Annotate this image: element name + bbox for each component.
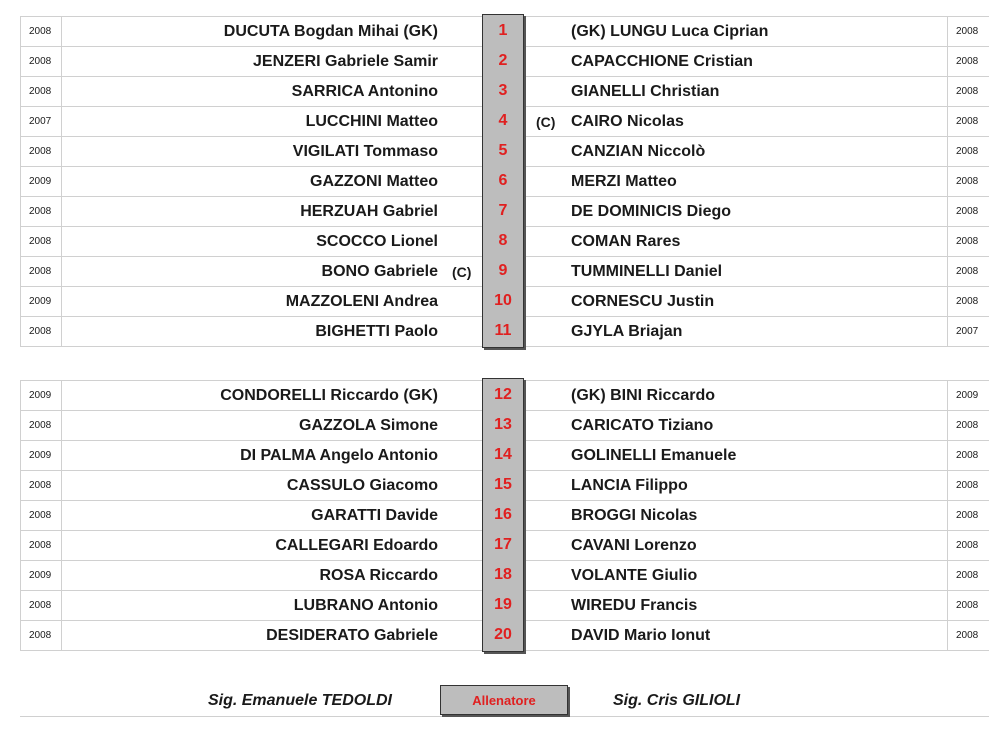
away-player-name: GJYLA Briajan <box>571 322 683 340</box>
away-player-name: CANZIAN Niccolò <box>571 142 706 160</box>
away-player-birth-year: 2008 <box>947 167 989 196</box>
away-player-name: COMAN Rares <box>571 232 681 250</box>
away-player-birth-year: 2008 <box>947 531 989 560</box>
home-player-birth-year: 2009 <box>20 167 62 196</box>
shirt-number: 12 <box>494 386 512 403</box>
home-player-birth-year: 2008 <box>20 257 62 286</box>
shirt-number: 6 <box>498 172 508 189</box>
home-player-name: CALLEGARI Edoardo <box>275 536 438 554</box>
away-player-birth-year: 2008 <box>947 621 989 650</box>
away-player-name: LANCIA Filippo <box>571 476 688 494</box>
away-player-birth-year: 2008 <box>947 257 989 286</box>
away-player-birth-year: 2008 <box>947 411 989 440</box>
home-player-name: SARRICA Antonino <box>291 82 438 100</box>
away-player-birth-year: 2008 <box>947 137 989 166</box>
home-player-birth-year: 2009 <box>20 381 62 410</box>
shirt-number: 15 <box>494 476 512 493</box>
away-player-birth-year: 2008 <box>947 227 989 256</box>
shirt-number: 16 <box>494 506 512 523</box>
home-player-name: BIGHETTI Paolo <box>315 322 438 340</box>
home-player-birth-year: 2007 <box>20 107 62 136</box>
shirt-number-column <box>482 14 524 348</box>
home-player-birth-year: 2008 <box>20 197 62 226</box>
away-player-birth-year: 2008 <box>947 287 989 316</box>
away-player-birth-year: 2008 <box>947 591 989 620</box>
coaches-row <box>20 686 989 717</box>
away-captain-mark: (C) <box>536 113 556 130</box>
shirt-number: 13 <box>494 416 512 433</box>
home-player-birth-year: 2008 <box>20 317 62 346</box>
away-player-birth-year: 2007 <box>947 317 989 346</box>
home-player-birth-year: 2008 <box>20 17 62 46</box>
away-player-name: WIREDU Francis <box>571 596 698 614</box>
home-player-name: HERZUAH Gabriel <box>300 202 438 220</box>
home-player-birth-year: 2008 <box>20 137 62 166</box>
shirt-number: 7 <box>498 202 508 219</box>
home-player-name: MAZZOLENI Andrea <box>285 292 438 310</box>
home-player-birth-year: 2008 <box>20 531 62 560</box>
home-player-name: GARATTI Davide <box>311 506 438 524</box>
away-player-name: GOLINELLI Emanuele <box>571 446 737 464</box>
shirt-number: 18 <box>494 566 512 583</box>
away-player-birth-year: 2008 <box>947 471 989 500</box>
home-player-name: BONO Gabriele <box>321 262 438 280</box>
away-player-name: TUMMINELLI Daniel <box>571 262 723 280</box>
shirt-number: 1 <box>498 22 508 39</box>
home-coach-name: Sig. Emanuele TEDOLDI <box>207 692 392 709</box>
away-player-birth-year: 2008 <box>947 47 989 76</box>
shirt-number: 9 <box>498 262 508 279</box>
away-player-name: CAIRO Nicolas <box>571 112 684 130</box>
home-player-name: DI PALMA Angelo Antonio <box>240 446 438 464</box>
home-player-name: GAZZONI Matteo <box>310 172 438 190</box>
away-player-name: MERZI Matteo <box>571 172 677 190</box>
home-player-birth-year: 2009 <box>20 441 62 470</box>
home-player-name: DESIDERATO Gabriele <box>266 626 438 644</box>
home-player-birth-year: 2008 <box>20 77 62 106</box>
home-player-name: LUBRANO Antonio <box>293 596 438 614</box>
home-player-birth-year: 2008 <box>20 471 62 500</box>
away-player-name: VOLANTE Giulio <box>571 566 698 584</box>
shirt-number: 3 <box>498 82 508 99</box>
home-player-birth-year: 2008 <box>20 227 62 256</box>
away-player-birth-year: 2008 <box>947 561 989 590</box>
shirt-number: 5 <box>498 142 508 159</box>
away-player-name: GIANELLI Christian <box>571 82 720 100</box>
away-player-name: (GK) BINI Riccardo <box>571 386 716 404</box>
bench-table <box>20 380 989 656</box>
home-player-name: CASSULO Giacomo <box>286 476 438 494</box>
home-player-name: ROSA Riccardo <box>319 566 438 584</box>
away-player-name: (GK) LUNGU Luca Ciprian <box>571 22 769 40</box>
away-coach-name: Sig. Cris GILIOLI <box>613 692 741 709</box>
away-player-birth-year: 2008 <box>947 77 989 106</box>
home-player-birth-year: 2008 <box>20 501 62 530</box>
away-player-birth-year: 2008 <box>947 501 989 530</box>
away-player-name: CARICATO Tiziano <box>571 416 714 434</box>
away-player-name: DE DOMINICIS Diego <box>571 202 732 220</box>
away-player-birth-year: 2008 <box>947 197 989 226</box>
shirt-number: 20 <box>494 626 512 643</box>
coach-label-badge: Allenatore <box>440 685 568 715</box>
home-player-birth-year: 2008 <box>20 47 62 76</box>
home-player-birth-year: 2009 <box>20 561 62 590</box>
home-player-birth-year: 2009 <box>20 287 62 316</box>
home-player-name: VIGILATI Tommaso <box>292 142 438 160</box>
shirt-number: 4 <box>498 112 508 129</box>
away-player-name: BROGGI Nicolas <box>571 506 698 524</box>
home-player-name: DUCUTA Bogdan Mihai (GK) <box>223 22 438 40</box>
away-player-birth-year: 2009 <box>947 381 989 410</box>
home-player-name: LUCCHINI Matteo <box>305 112 438 130</box>
shirt-number: 19 <box>494 596 512 613</box>
home-player-name: CONDORELLI Riccardo (GK) <box>220 386 438 404</box>
away-player-birth-year: 2008 <box>947 441 989 470</box>
shirt-number: 10 <box>494 292 512 309</box>
shirt-number-column <box>482 378 524 652</box>
starters-table <box>20 16 989 348</box>
shirt-number: 2 <box>498 52 508 69</box>
home-player-birth-year: 2008 <box>20 591 62 620</box>
away-player-name: CAVANI Lorenzo <box>571 536 697 554</box>
shirt-number: 8 <box>498 232 508 249</box>
shirt-number: 14 <box>494 446 512 463</box>
shirt-number: 11 <box>494 322 512 339</box>
away-player-birth-year: 2008 <box>947 17 989 46</box>
home-player-birth-year: 2008 <box>20 621 62 650</box>
home-player-name: GAZZOLA Simone <box>299 416 438 434</box>
home-player-name: SCOCCO Lionel <box>316 232 438 250</box>
away-player-name: DAVID Mario Ionut <box>571 626 711 644</box>
away-player-birth-year: 2008 <box>947 107 989 136</box>
home-player-name: JENZERI Gabriele Samir <box>253 52 438 70</box>
shirt-number: 17 <box>494 536 512 553</box>
away-player-name: CORNESCU Justin <box>571 292 715 310</box>
home-captain-mark: (C) <box>452 263 472 280</box>
away-player-name: CAPACCHIONE Cristian <box>571 52 753 70</box>
home-player-birth-year: 2008 <box>20 411 62 440</box>
